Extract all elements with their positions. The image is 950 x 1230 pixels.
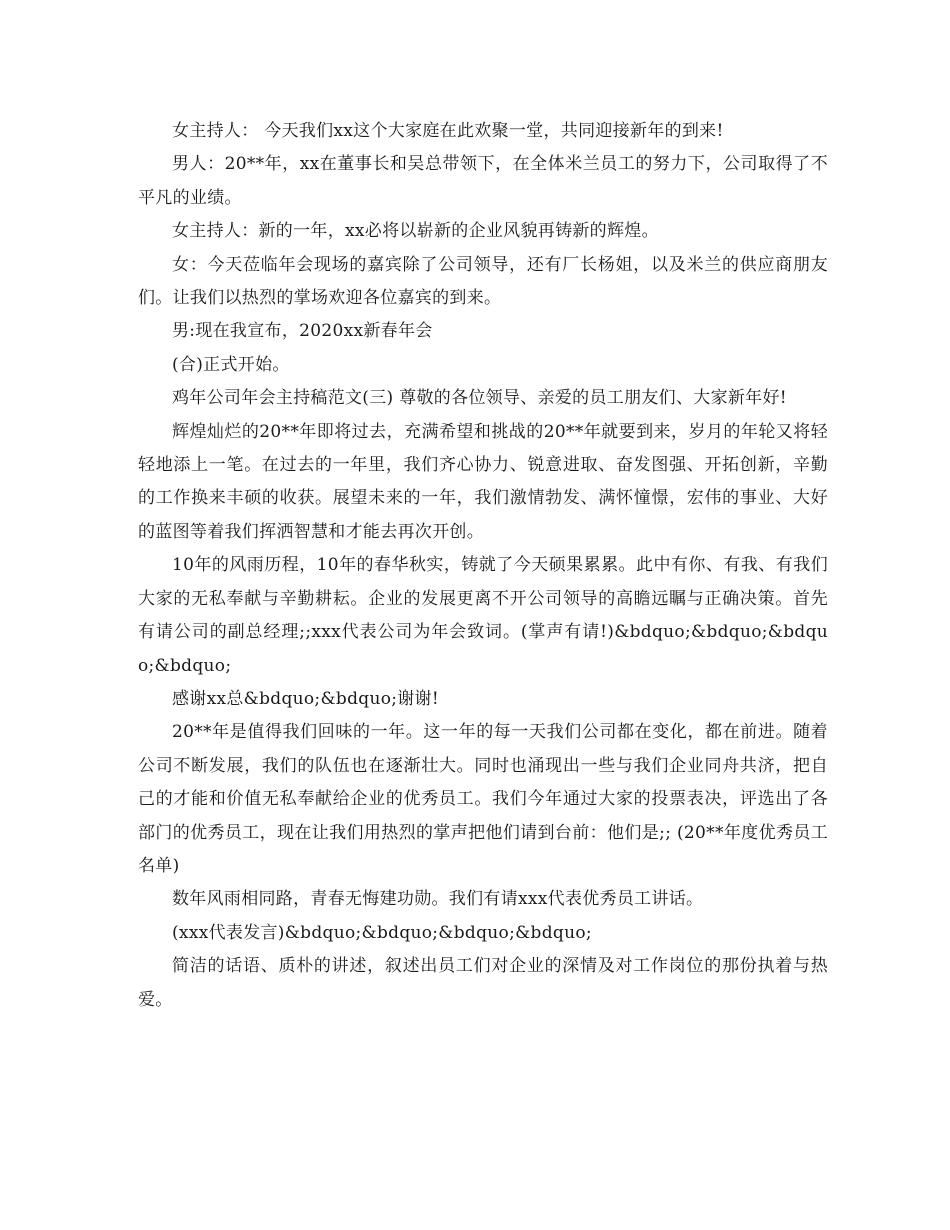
paragraph-female-host-new-year: 女主持人：新的一年，xx必将以崭新的企业风貌再铸新的辉煌。 — [172, 221, 659, 242]
paragraph-female-guests-welcome: 女：今天莅临年会现场的嘉宾除了公司领导，还有厂长杨姐，以及米兰的供应商朋友们。让我们以热烈的掌场欢迎各位嘉宾的到来。 — [138, 254, 828, 309]
paragraph-together-start: (合)正式开始。 — [172, 354, 290, 375]
paragraph-closing-remark: 简洁的话语、质朴的讲述，叙述出员工们对企业的深情及对工作岗位的那份执着与热爱。 — [138, 956, 828, 1010]
document-body — [138, 115, 828, 1017]
paragraph-year-review: 辉煌灿烂的20**年即将过去，充满希望和挑战的20**年就要到来，岁月的年轮又将轻轻地添上一笔。在过去的一年里，我们齐心协力、锐意进取、奋发图强、开拓创新，辛勤的工作换来丰硕的收获。展望未来的一年，我们激情勃发、满怀憧憬，宏伟的事业、大好的蓝图等着我们挥洒智慧和才能去再次开创。 — [138, 421, 828, 542]
paragraph-male-announcement: 男:现在我宣布，2020xx新春年会 — [172, 321, 433, 342]
paragraph-male-host-achievements: 男人：20**年，xx在董事长和吴总带领下，在全体米兰员工的努力下，公司取得了不平凡的业绩。 — [138, 154, 828, 208]
paragraph-staff-speech-invite: 数年风雨相同路，青春无悔建功勋。我们有请xxx代表优秀员工讲话。 — [172, 889, 704, 910]
paragraph-thanks: 感谢xx总&bdquo;&bdquo;谢谢! — [172, 688, 439, 709]
paragraph-female-host-opening: 女主持人： 今天我们xx这个大家庭在此欢聚一堂，共同迎接新年的到来! — [172, 121, 724, 141]
paragraph-ten-years: 10年的风雨历程，10年的春华秋实，铸就了今天硕果累累。此中有你、有我、有我们大家的无私奉献与辛勤耕耘。企业的发展更离不开公司领导的高瞻远瞩与正确决策。首先有请公司的副总经理;;xxx代表公司为年会致词。(掌声有请!)&bdquo;&bdquo;&bdquo;&bdquo; — [138, 555, 828, 676]
paragraph-representative-speech: (xxx代表发言)&bdquo;&bdquo;&bdquo;&bdquo; — [172, 922, 592, 943]
paragraph-section-three-greeting: 鸡年公司年会主持稿范文(三) 尊敬的各位领导、亲爱的员工朋友们、大家新年好! — [172, 388, 787, 409]
paragraph-excellent-staff: 20**年是值得我们回味的一年。这一年的每一天我们公司都在变化，都在前进。随着公司不断发展，我们的队伍也在逐渐壮大。同时也涌现出一些与我们企业同舟共济，把自己的才能和价值无私奉献给企业的优秀员工。我们今年通过大家的投票表决，评选出了各部门的优秀员工，现在让我们用热烈的掌声把他们请到台前：他们是;; (20**年度优秀员工名单) — [138, 722, 828, 876]
